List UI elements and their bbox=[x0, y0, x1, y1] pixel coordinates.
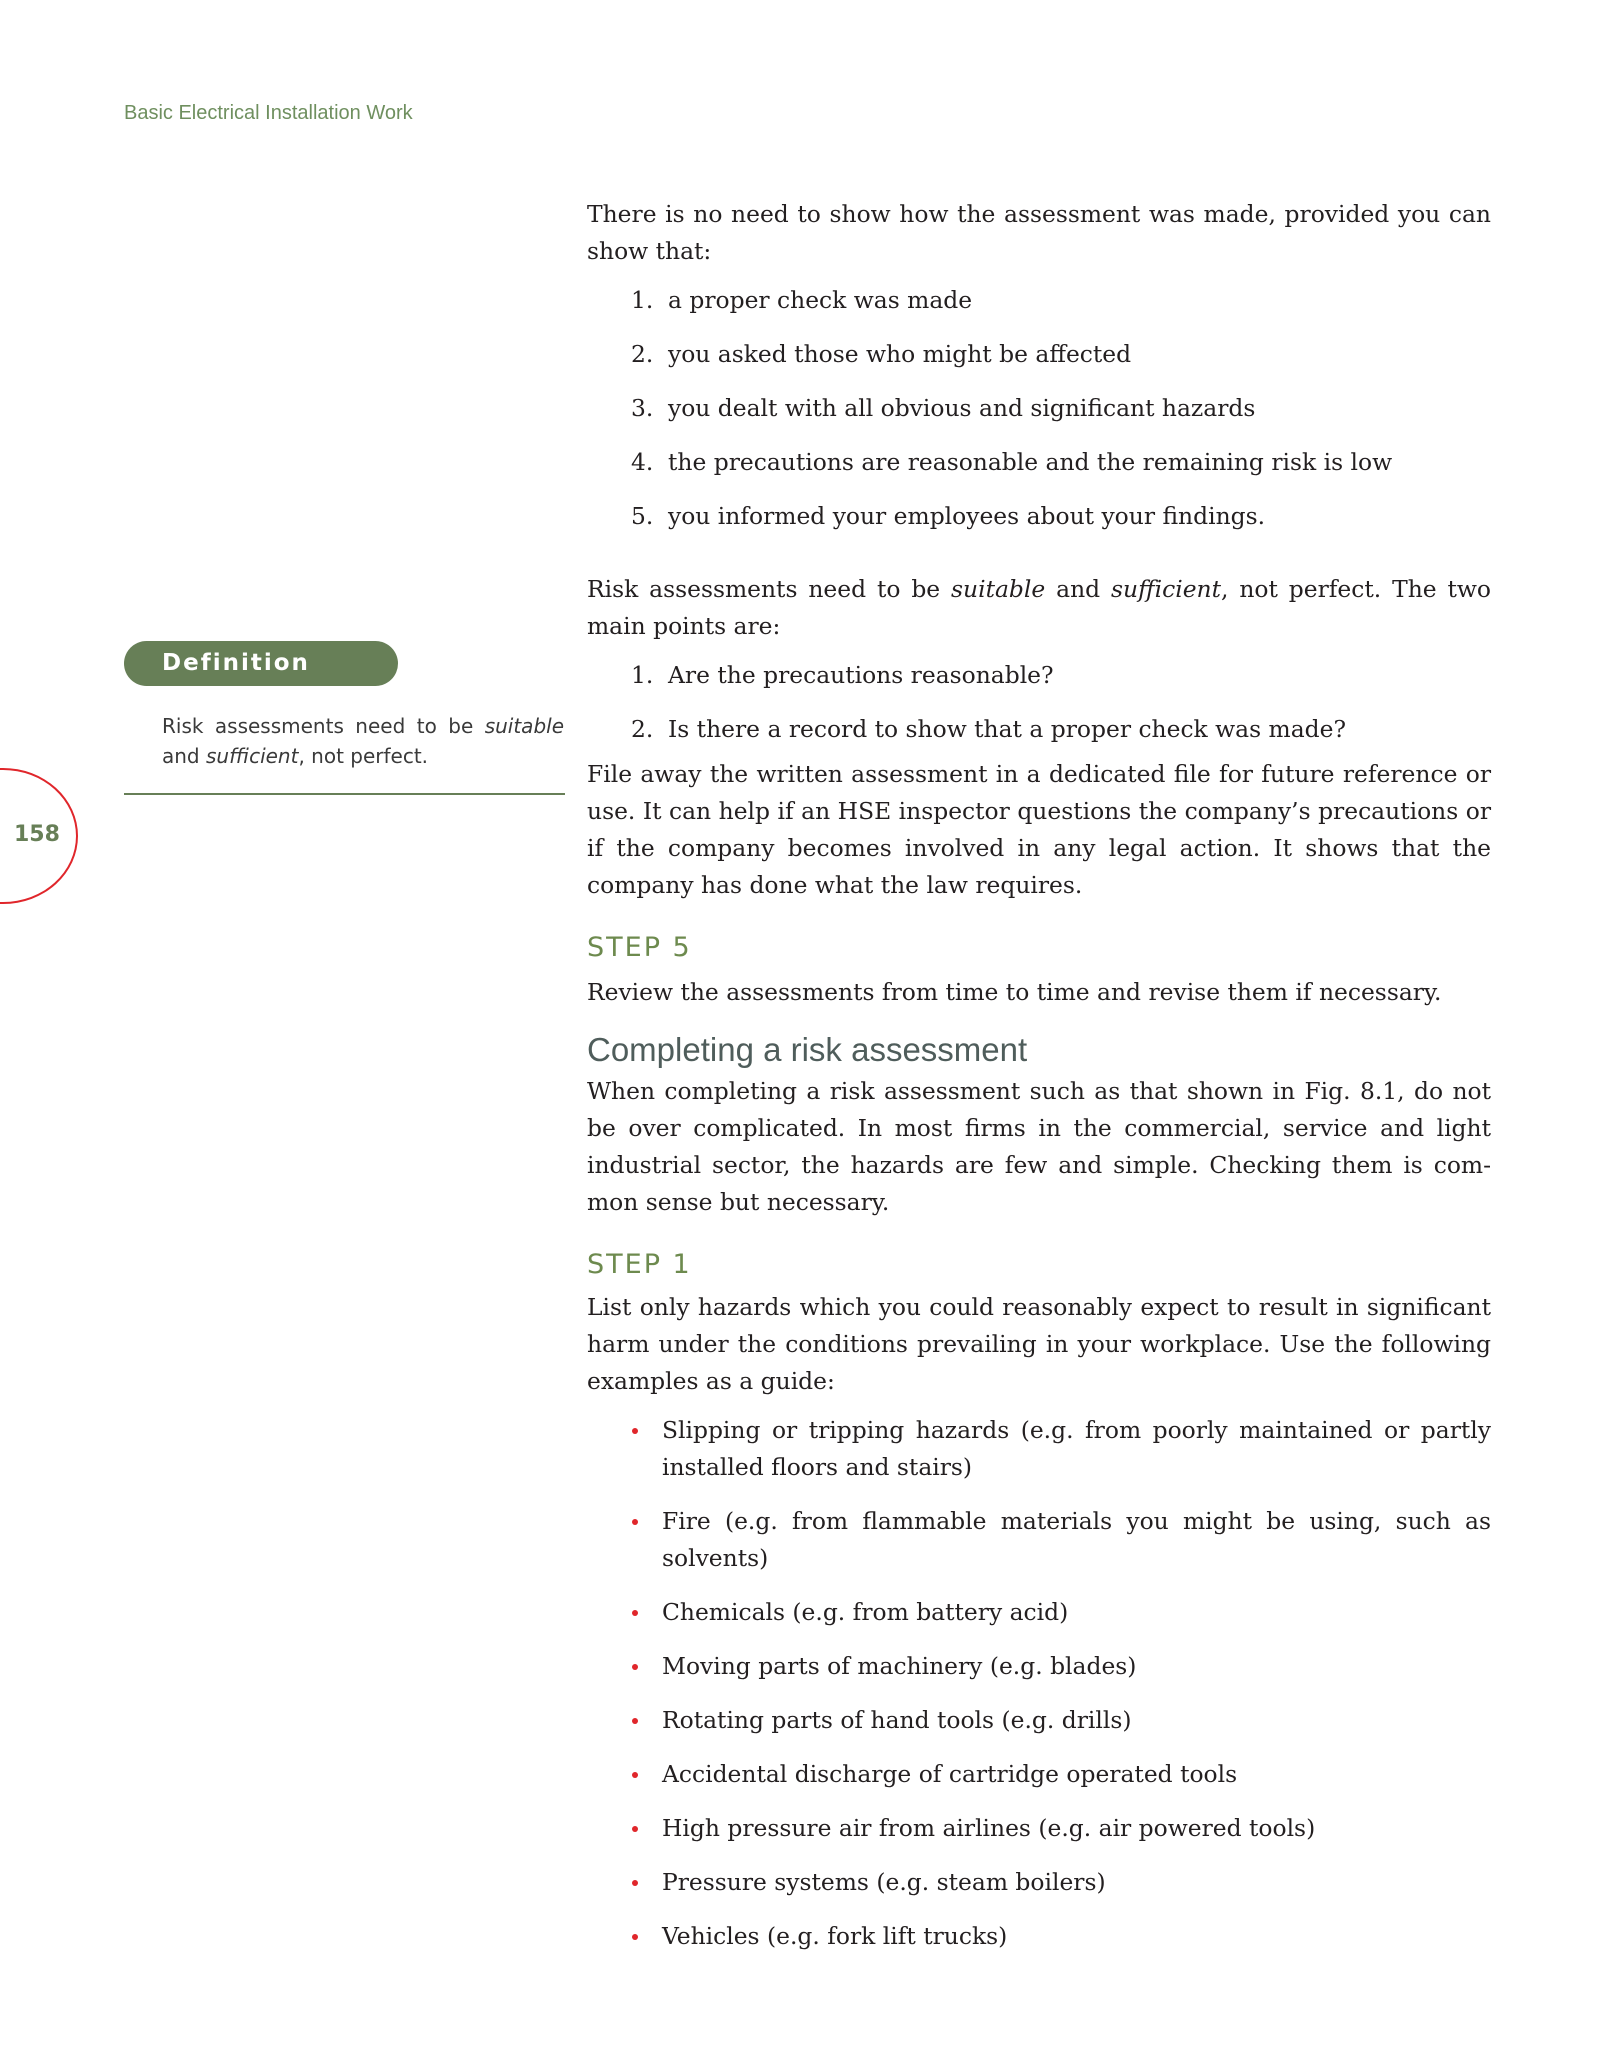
bullet-icon bbox=[632, 1519, 638, 1525]
list-item bbox=[587, 282, 1491, 319]
definition-text-part: and bbox=[162, 744, 206, 768]
list-item bbox=[587, 1864, 1491, 1901]
list-number: 1. bbox=[631, 286, 654, 314]
step-1-heading: STEP 1 bbox=[587, 1249, 692, 1280]
list-text: Vehicles (e.g. fork lift trucks) bbox=[662, 1922, 1008, 1950]
paragraph-text: , not perfect. The two main points are: bbox=[587, 575, 1491, 640]
list-text: Pressure systems (e.g. steam boilers) bbox=[662, 1868, 1106, 1896]
step-5-heading: STEP 5 bbox=[587, 932, 692, 963]
list-text: you dealt with all obvious and significant hazards bbox=[668, 394, 1256, 422]
list-item bbox=[587, 1810, 1491, 1847]
list-number: 2. bbox=[631, 715, 654, 743]
definition-text-part: , not perfect. bbox=[298, 744, 429, 768]
bullet-icon bbox=[632, 1880, 638, 1886]
list-item bbox=[587, 1594, 1491, 1631]
section-paragraph: When completing a risk assessment such as that shown in Fig. 8.1, do not be over complicated. In most firms in the commercial, service and light industrial sector, the hazards are few and simple. Checking them is com-mon sense but necessary. bbox=[587, 1077, 1491, 1216]
file-away-paragraph: File away the written assessment in a dedicated file for future reference or use. It can help if an HSE inspector questions the company’s precautions or if the company becomes involved in any legal action. It shows that the company has done what the law requires. bbox=[587, 760, 1491, 899]
step-5-text: Review the assessments from time to time and revise them if necessary. bbox=[587, 978, 1442, 1006]
intro-paragraph: There is no need to show how the assessment was made, provided you can show that: bbox=[587, 200, 1491, 265]
section-heading: Completing a risk assessment bbox=[587, 1031, 1028, 1068]
definition-em-suitable: suitable bbox=[484, 714, 564, 738]
list-number: 4. bbox=[631, 448, 654, 476]
list-item bbox=[587, 1412, 1491, 1486]
list-text: a proper check was made bbox=[668, 286, 973, 314]
running-head: Basic Electrical Installation Work bbox=[124, 102, 413, 124]
paragraph-text: Risk assessments need to be bbox=[587, 575, 952, 603]
bullet-icon bbox=[632, 1428, 638, 1434]
list-number: 5. bbox=[631, 502, 654, 530]
list-number: 2. bbox=[631, 340, 654, 368]
list-text: you informed your employees about your findings. bbox=[668, 502, 1266, 530]
list-item bbox=[587, 711, 1491, 748]
bullet-icon bbox=[632, 1772, 638, 1778]
definition-text-part: Risk assessments need to be bbox=[162, 714, 485, 738]
list-text: Slipping or tripping hazards (e.g. from poorly maintained or partly installed floors and stairs) bbox=[662, 1416, 1491, 1481]
main-column bbox=[587, 196, 1491, 1955]
bullet-icon bbox=[632, 1610, 638, 1616]
paragraph-text: and bbox=[1045, 575, 1111, 603]
list-item bbox=[587, 1702, 1491, 1739]
bullet-icon bbox=[632, 1826, 638, 1832]
hazards-list bbox=[587, 1412, 1491, 1955]
definition-divider bbox=[124, 793, 565, 795]
suitable-paragraph bbox=[587, 571, 1491, 645]
bullet-icon bbox=[632, 1718, 638, 1724]
bullet-icon bbox=[632, 1664, 638, 1670]
list-text: Rotating parts of hand tools (e.g. drills) bbox=[662, 1706, 1132, 1734]
checks-list bbox=[587, 282, 1491, 535]
list-item bbox=[587, 1503, 1491, 1577]
list-number: 1. bbox=[631, 661, 654, 689]
list-text: High pressure air from airlines (e.g. air powered tools) bbox=[662, 1814, 1316, 1842]
list-text: Is there a record to show that a proper check was made? bbox=[668, 715, 1347, 743]
list-text: Moving parts of machinery (e.g. blades) bbox=[662, 1652, 1137, 1680]
list-item bbox=[587, 657, 1491, 694]
definition-label: Definition bbox=[124, 641, 398, 686]
bullet-icon bbox=[632, 1934, 638, 1940]
list-item bbox=[587, 498, 1491, 535]
list-number: 3. bbox=[631, 394, 654, 422]
list-text: the precautions are reasonable and the remaining risk is low bbox=[668, 448, 1393, 476]
list-item bbox=[587, 1918, 1491, 1955]
list-text: Are the precautions reasonable? bbox=[668, 661, 1054, 689]
page-number: 158 bbox=[14, 822, 60, 847]
list-item bbox=[587, 390, 1491, 427]
list-item bbox=[587, 1756, 1491, 1793]
points-list bbox=[587, 657, 1491, 748]
emphasis-sufficient: sufficient bbox=[1111, 575, 1222, 603]
list-item bbox=[587, 1648, 1491, 1685]
list-item bbox=[587, 336, 1491, 373]
list-item bbox=[587, 444, 1491, 481]
list-text: Fire (e.g. from flammable materials you might be using, such as solvents) bbox=[662, 1507, 1491, 1572]
definition-em-sufficient: sufficient bbox=[205, 744, 299, 768]
emphasis-suitable: suitable bbox=[951, 575, 1046, 603]
definition-text bbox=[162, 711, 564, 771]
list-text: Chemicals (e.g. from battery acid) bbox=[662, 1598, 1069, 1626]
list-text: you asked those who might be affected bbox=[668, 340, 1132, 368]
step-1-text: List only hazards which you could reasonably expect to result in significant harm under the conditions prevailing in your workplace. Use the following examples as a guide: bbox=[587, 1293, 1491, 1395]
list-text: Accidental discharge of cartridge operated tools bbox=[662, 1760, 1238, 1788]
